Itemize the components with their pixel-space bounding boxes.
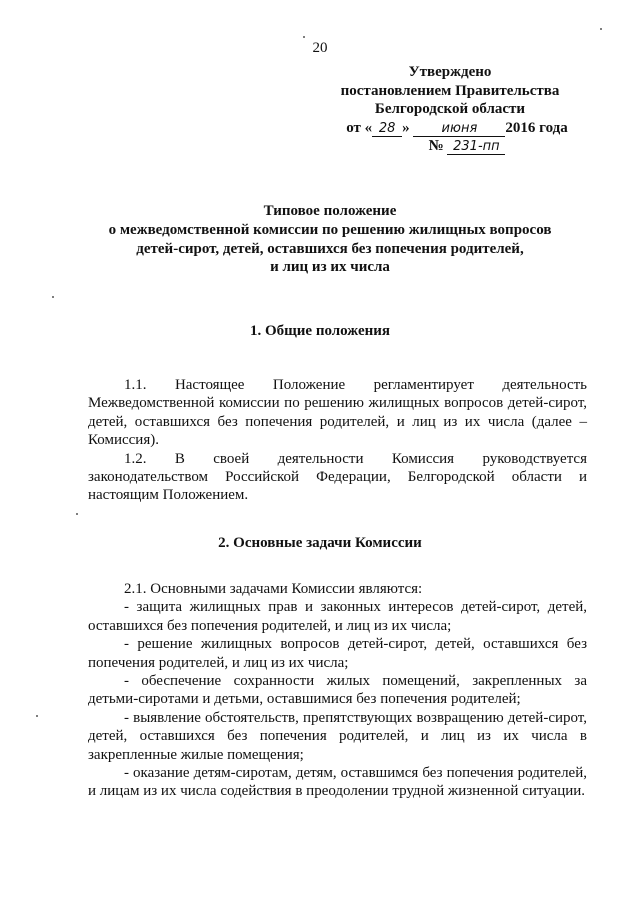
scan-speck (52, 296, 54, 298)
task-item: - оказание детям-сиротам, детям, оставшимся без попечения родителей, и лицам из их числа содействия в преодолении трудной жизненной ситуации. (88, 765, 587, 800)
approval-line-3: Белгородской области (374, 101, 526, 117)
task-item: - выявление обстоятельств, препятствующих возвращению детей-сирот, детей, оставшихся без попечения родителей, и лиц из их числа в закрепленные жилые помещения; (88, 709, 587, 763)
date-year: 2016 года (505, 119, 568, 136)
paragraph-2-1: 2.1. Основными задачами Комиссии являются: (124, 581, 423, 597)
title-line-4: и лиц из их числа (270, 259, 390, 276)
approval-line-2: постановлением Правительства (340, 82, 560, 99)
approval-line-1: Утверждено (408, 64, 492, 80)
date-day: 28 (372, 121, 402, 137)
section-2-body (88, 580, 587, 801)
task-item: - обеспечение сохранности жилых помещений, закрепленных за детьми-сиротами и детьми, оставшимися без попечения родителей; (88, 673, 587, 708)
scan-speck (36, 715, 38, 717)
number-value: 231-пп (447, 139, 505, 155)
scan-speck (303, 36, 305, 38)
document-title (100, 202, 560, 277)
section-1-body (88, 376, 587, 505)
title-line-3: детей-сирот, детей, оставшихся без попечения родителей, (136, 240, 524, 257)
paragraph-1-2: 1.2. В своей деятельности Комиссия руководствуется законодательством Российской Федерации, Белгородской области и настоящим Положением. (88, 450, 587, 504)
section-1-heading: 1. Общие положения (249, 323, 391, 339)
scan-speck (76, 513, 78, 515)
title-line-1: Типовое положение (263, 203, 397, 219)
task-item: - решение жилищных вопросов детей-сирот, детей, оставшихся без попечения родителей, и лиц из их числа; (88, 636, 587, 671)
task-item: - защита жилищных прав и законных интересов детей-сирот, детей, оставшихся без попечения родителей, и лиц из их числа; (88, 599, 587, 634)
title-line-2: о межведомственной комиссии по решению жилищных вопросов (108, 221, 552, 238)
page-number: 20 (312, 40, 328, 56)
approval-block (330, 63, 570, 156)
date-month: июня (413, 121, 505, 137)
approval-date (330, 119, 570, 138)
approval-number (330, 137, 570, 156)
paragraph-1-1: 1.1. Настоящее Положение регламентирует деятельность Межведомственной комиссии по решению жилищных вопросов детей-сирот, детей, оставшихся без попечения родителей, и лиц из их числа (далее – Комиссия). (88, 377, 587, 449)
number-prefix: № (428, 138, 448, 154)
scan-speck (600, 28, 602, 30)
date-mid: » (402, 119, 414, 136)
section-2-heading: 2. Основные задачи Комиссии (218, 535, 422, 551)
date-prefix: от « (346, 119, 373, 136)
